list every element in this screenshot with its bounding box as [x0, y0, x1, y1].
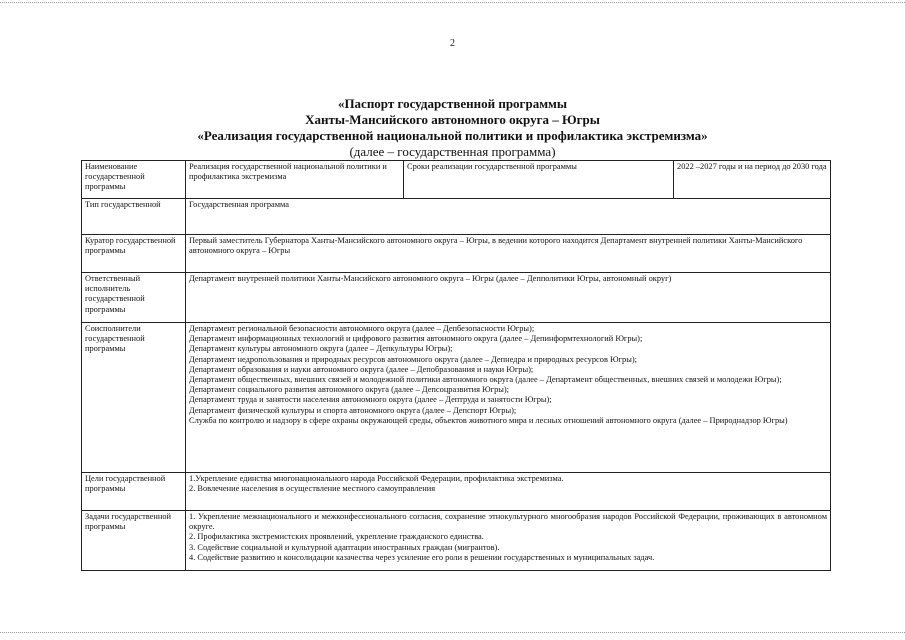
- row-label-tasks: Задачи государственной программы: [82, 511, 186, 571]
- document-title: [0, 96, 905, 160]
- list-item: Департамент региональной безопасности автономного округа (далее – Депбезопасности Югры);: [189, 324, 535, 333]
- tasks-list: [186, 511, 831, 571]
- title-line-4: (далее – государственная программа): [349, 144, 556, 159]
- list-item: Департамент информационных технологий и цифрового развития автономного округа (далее – Депинформтехнологий Югры);: [189, 334, 643, 344]
- list-item: Департамент образования и науки автономного округа (далее – Депобразования и науки Югры);: [189, 364, 534, 374]
- list-item: Департамент физической культуры и спорта автономного округа (далее – Депспорт Югры);: [189, 405, 517, 415]
- table-row-goals: [82, 473, 831, 511]
- table-row-tasks: [82, 511, 831, 571]
- list-item: 2. Профилактика экстремистских проявлений, укрепление гражданского единства.: [189, 532, 484, 542]
- curator-value: Первый заместитель Губернатора Ханты-Мансийского автономного округа – Югры, в ведении которого находится Департамент внутренней политики Ханты-Мансийского автономного округа – Югры: [186, 235, 831, 273]
- list-item: Департамент общественных, внешних связей и молодежной политики автономного округа (далее – Департамент общественных, внешних связей и молодежи Югры);: [189, 375, 782, 385]
- row-label-name: Наименование государственной программы: [82, 161, 186, 199]
- list-item: Департамент социального развития автономного округа (далее – Депсоцразвития Югры);: [189, 385, 510, 395]
- program-type-value: Государственная программа: [186, 199, 831, 235]
- table-row-executor: [82, 273, 831, 323]
- executor-value: Департамент внутренней политики Ханты-Мансийского автономного округа – Югры (далее – Депполитики Югры, автономный округ): [186, 273, 831, 323]
- list-item: 1.Укрепление единства многонационального народа Российской Федерации, профилактика экстремизма.: [189, 474, 564, 483]
- coexecutors-list: [186, 323, 831, 473]
- passport-table: [81, 160, 831, 571]
- title-line-3: «Реализация государственной национальной политики и профилактика экстремизма»: [197, 128, 708, 143]
- period-value: 2022 –2027 годы и на период до 2030 года: [674, 161, 831, 199]
- list-item: Служба по контролю и надзору в сфере охраны окружающей среды, объектов животного мира и лесных отношений автономного округа (далее – Природнадзор Югры): [189, 415, 788, 425]
- list-item: Департамент труда и занятости населения автономного округа (далее – Дептруда и занятости Югры);: [189, 395, 552, 405]
- list-item: 4. Содействие развитию и консолидации казачества через усиление его роли в решении государственных и муниципальных задач.: [189, 552, 655, 562]
- row-label-type: Тип государственной: [82, 199, 186, 235]
- page-number: 2: [450, 38, 455, 49]
- goals-list: [186, 473, 831, 511]
- period-label: Сроки реализации государственной программы: [404, 161, 674, 199]
- scan-edge-top: [0, 2, 905, 3]
- row-label-executor: Ответственный исполнитель государственной программы: [82, 273, 186, 323]
- row-label-goals: Цели государственной программы: [82, 473, 186, 511]
- list-item: Департамент недропользования и природных ресурсов автономного округа (далее – Депнедра и природных ресурсов Югры);: [189, 354, 637, 364]
- title-line-1: «Паспорт государственной программы: [337, 96, 568, 111]
- table-row-type: [82, 199, 831, 235]
- table-row-curator: [82, 235, 831, 273]
- scan-edge-bottom: [0, 632, 905, 633]
- list-item: 2. Вовлечение населения в осуществление местного самоуправления: [189, 484, 436, 494]
- row-label-coexecutors: Соисполнители государственной программы: [82, 323, 186, 473]
- program-name-value: Реализация государственной национальной политики и профилактика экстремизма: [186, 161, 404, 199]
- list-item: Департамент культуры автономного округа (далее – Депкультуры Югры);: [189, 344, 453, 354]
- table-row-coexecutors: [82, 323, 831, 473]
- row-label-curator: Куратор государственной программы: [82, 235, 186, 273]
- list-item: 3. Содействие социальной и культурной адаптации иностранных граждан (мигрантов).: [189, 542, 500, 552]
- table-row-name: [82, 161, 831, 199]
- title-line-2: Ханты-Мансийского автономного округа – Югры: [305, 112, 600, 127]
- list-item: 1. Укрепление межнационального и межконфессионального согласия, сохранение этнокультурного многообразия народов Российской Федерации, проживающих в автономном округе.: [189, 512, 827, 532]
